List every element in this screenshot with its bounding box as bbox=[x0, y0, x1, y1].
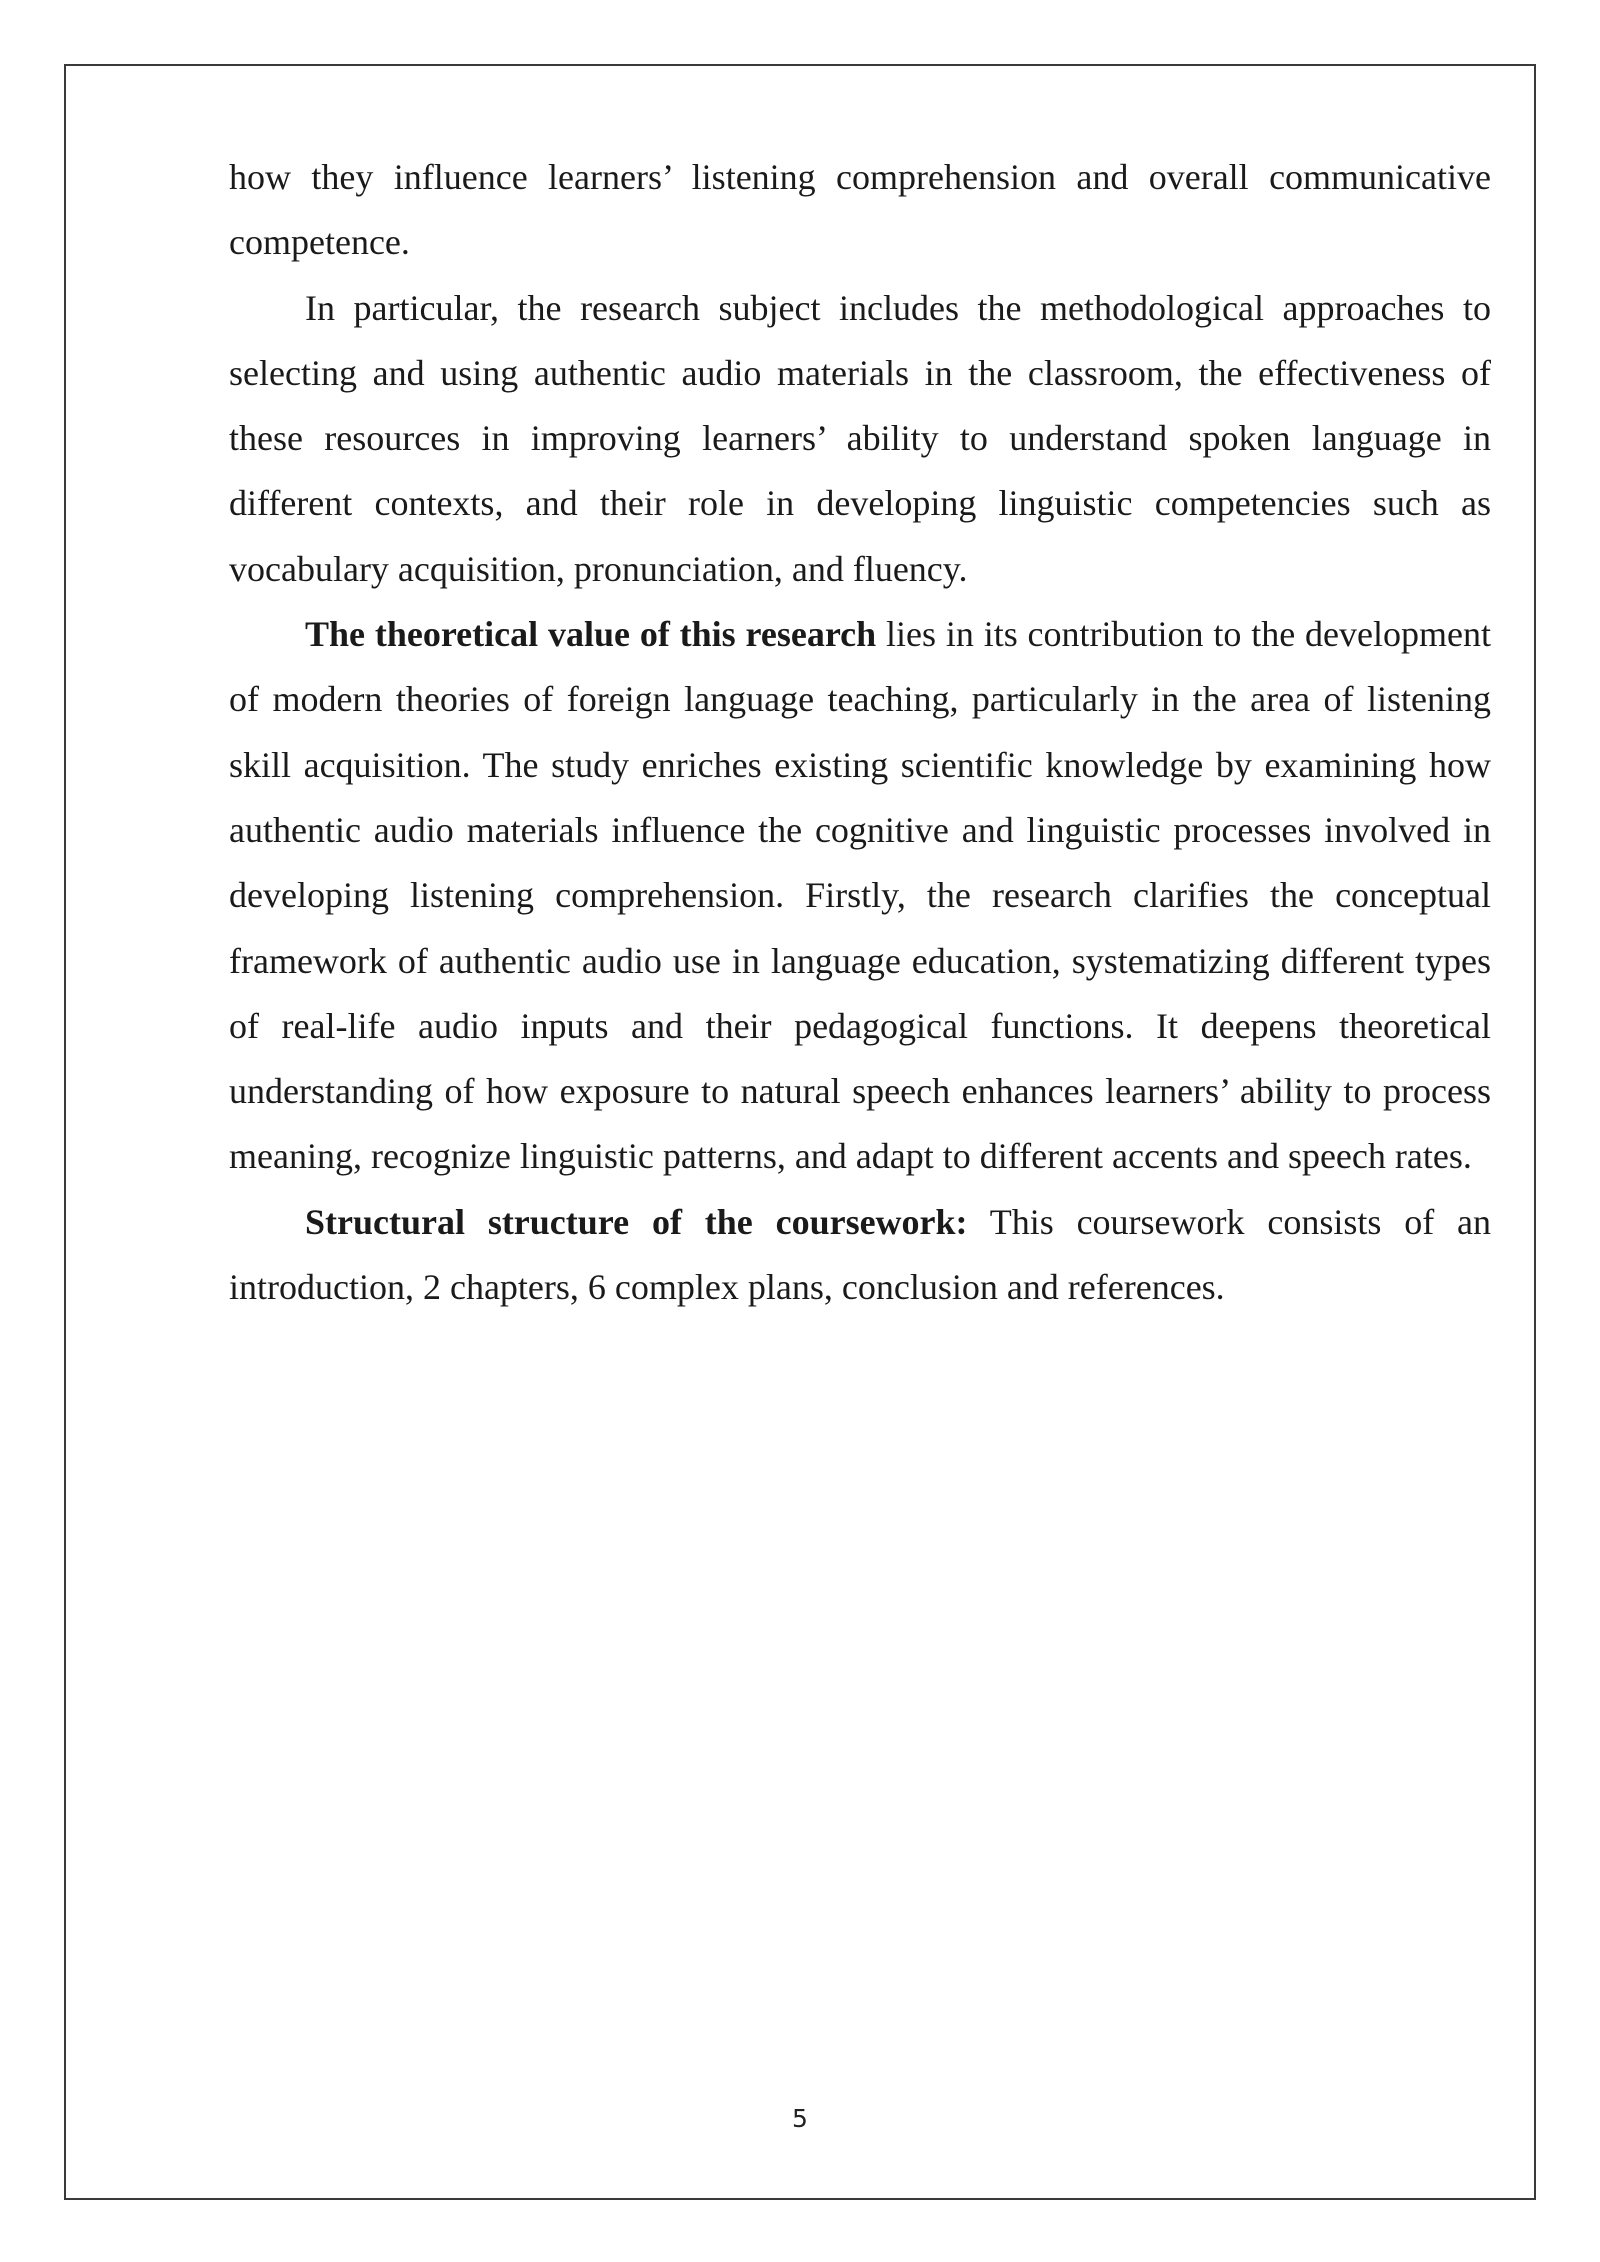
paragraph-continuation bbox=[229, 145, 1491, 276]
paragraph-text: lies in its contribution to the development of modern theories of foreign language teaching, particularly in the area of listening skill acquisition. The study enriches existing scientific knowledge by examining how authentic audio materials influence the cognitive and linguistic processes involved in developing listening comprehension. Firstly, the research clarifies the conceptual framework of authentic audio use in language education, systematizing different types of real-life audio inputs and their pedagogical functions. It deepens theoretical understanding of how exposure to natural speech enhances learners’ ability to process meaning, recognize linguistic patterns, and adapt to different accents and speech rates. bbox=[229, 614, 1491, 1177]
paragraph-text: In particular, the research subject includes the methodological approaches to selecting and using authentic audio materials in the classroom, the effectiveness of these resources in improving learners’ ability to understand spoken language in different contexts, and their role in developing linguistic competencies such as vocabulary acquisition, pronunciation, and fluency. bbox=[229, 287, 1491, 589]
document-body bbox=[229, 145, 1491, 1320]
paragraph-research-subject bbox=[229, 276, 1491, 602]
paragraph-bold-lead: The theoretical value of this research bbox=[305, 614, 877, 655]
paragraph-theoretical-value bbox=[229, 602, 1491, 1190]
paragraph-text: how they influence learners’ listening comprehension and overall communicative competence. bbox=[229, 157, 1491, 263]
paragraph-bold-lead: Structural structure of the coursework: bbox=[305, 1201, 968, 1242]
paragraph-structure bbox=[229, 1190, 1491, 1321]
paragraph-text: This coursework consists of an introduction, 2 chapters, 6 complex plans, conclusion and references. bbox=[229, 1201, 1491, 1308]
page-number: 5 bbox=[792, 2104, 808, 2133]
